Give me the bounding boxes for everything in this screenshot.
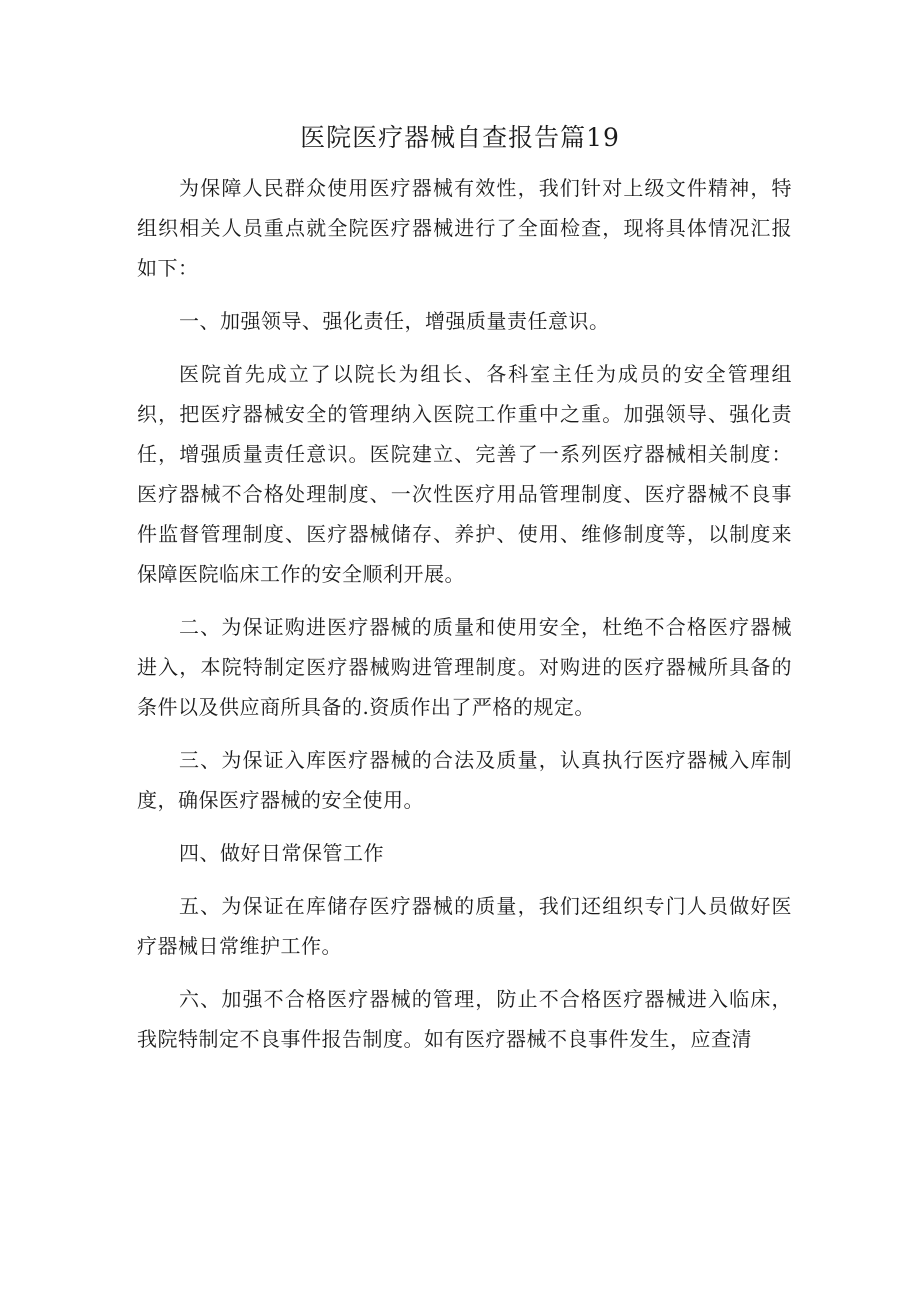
paragraph-section-3: 三、为保证入库医疗器械的合法及质量，认真执行医疗器械入库制度，确保医疗器械的安全使用。 [137, 748, 792, 812]
paragraph-section-4: 四、做好日常保管工作 [179, 841, 384, 865]
paragraph-section-1-heading: 一、加强领导、强化责任，增强质量责任意识。 [179, 309, 610, 333]
document-title: 医院医疗器械自查报告篇19 [300, 123, 620, 152]
paragraph-section-2: 二、为保证购进医疗器械的质量和使用安全，杜绝不合格医疗器械进入，本院特制定医疗器械购进管理制度。对购进的医疗器械所具备的条件以及供应商所具备的.资质作出了严格的规定。 [137, 615, 792, 719]
paragraph-section-5: 五、为保证在库储存医疗器械的质量，我们还组织专门人员做好医疗器械日常维护工作。 [137, 894, 792, 958]
document-body [137, 168, 792, 1072]
paragraph-intro: 为保障人民群众使用医疗器械有效性，我们针对上级文件精神，特组织相关人员重点就全院医疗器械进行了全面检查，现将具体情况汇报如下： [137, 176, 792, 280]
paragraph-section-1-body: 医院首先成立了以院长为组长、各科室主任为成员的安全管理组织，把医疗器械安全的管理纳入医院工作重中之重。加强领导、强化责任，增强质量责任意识。医院建立、完善了一系列医疗器械相关制度：医疗器械不合格处理制度、一次性医疗用品管理制度、医疗器械不良事件监督管理制度、医疗器械储存、养护、使用、维修制度等，以制度来保障医院临床工作的安全顺利开展。 [137, 362, 792, 586]
paragraph-section-6: 六、加强不合格医疗器械的管理，防止不合格医疗器械进入临床，我院特制定不良事件报告制度。如有医疗器械不良事件发生，应查清 [137, 987, 792, 1051]
